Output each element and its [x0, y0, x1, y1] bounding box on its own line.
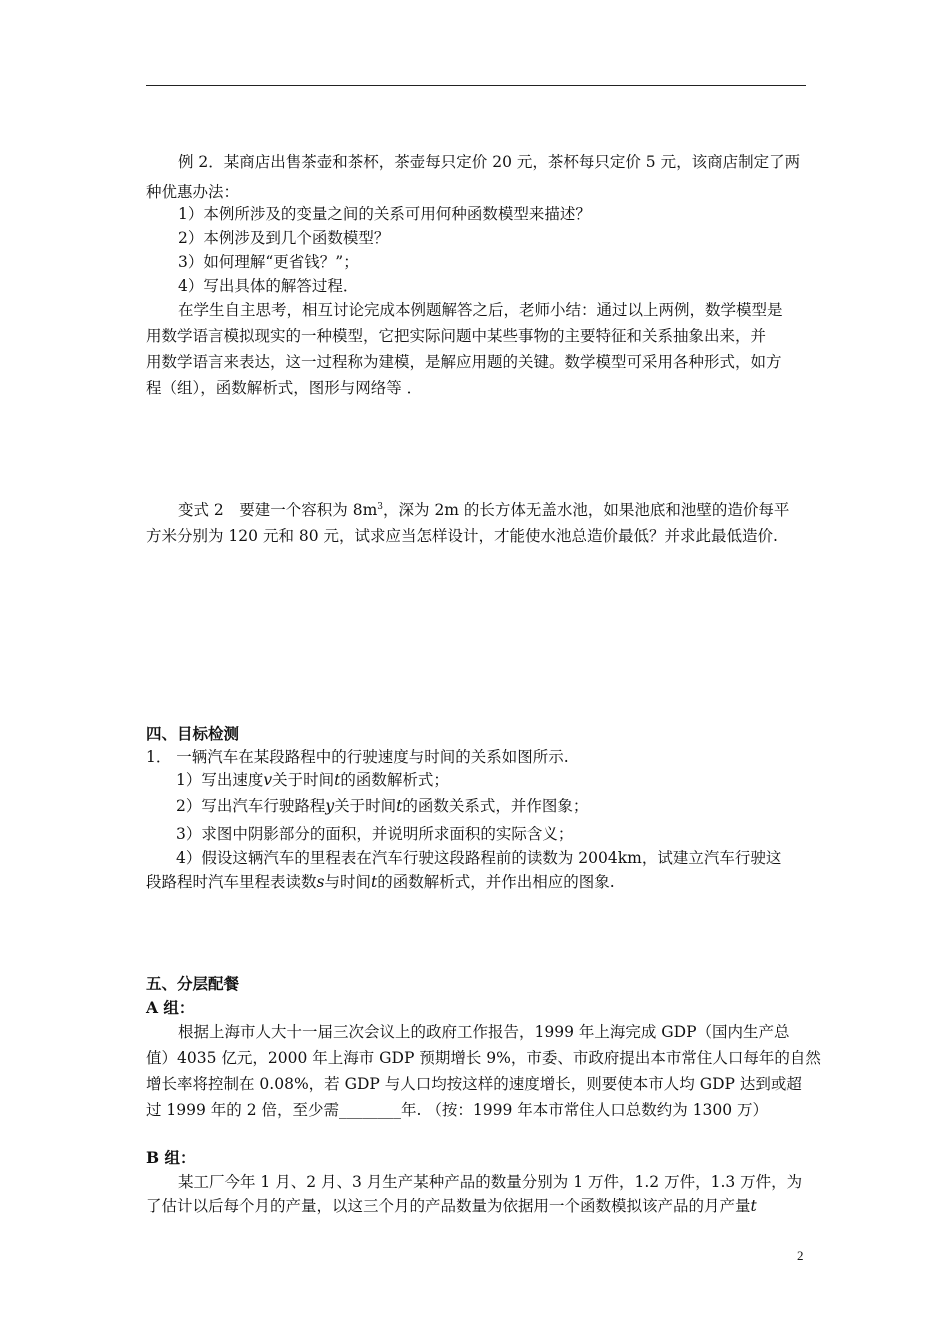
- group-b-line2: 了估计以后每个月的产量，以这三个月的产品数量为依据用一个函数模拟该产品的月产量t: [146, 1197, 757, 1215]
- example2-line2: 种优惠办法：: [146, 183, 240, 201]
- header-rule: [146, 85, 806, 86]
- summary-line1: 在学生自主思考，相互讨论完成本例题解答之后，老师小结：通过以上两例，数学模型是: [178, 301, 783, 319]
- variant2-text-a: 变式 2 要建一个容积为 8m: [178, 501, 378, 520]
- var-t: t: [750, 1197, 757, 1215]
- var-v: v: [263, 771, 273, 789]
- problem1-item1: 1）写出速度v关于时间t的函数解析式；: [176, 771, 449, 789]
- group-a-line3: 增长率将控制在 0.08%，若 GDP 与人口均按这样的速度增长，则要使本市人均 GDP 达到或超: [146, 1075, 802, 1093]
- cubic-superscript: 3: [377, 502, 384, 512]
- example2-line1: 例 2．某商店出售茶壶和茶杯，茶壶每只定价 20 元，茶杯每只定价 5 元，该商店制定了两: [178, 153, 801, 171]
- group-a-line2: 值）4035 亿元，2000 年上海市 GDP 预期增长 9%，市委、市政府提出本市常住人口每年的自然: [146, 1049, 821, 1067]
- group-a-line1: 根据上海市人大十一届三次会议上的政府工作报告，1999 年上海完成 GDP（国内生产总: [178, 1023, 790, 1041]
- group-a-label: A 组：: [146, 998, 195, 1017]
- group-a-line4: 过 1999 年的 2 倍，至少需________年. （按：1999 年本市常住人口总数约为 1300 万）: [146, 1101, 769, 1119]
- section4-heading: 四、目标检测: [146, 724, 240, 743]
- problem1-item4-line2: 段路程时汽车里程表读数s与时间t的函数解析式，并作出相应的图象.: [146, 873, 615, 891]
- example2-question-3: 3）如何理解“更省钱？”；: [178, 253, 359, 271]
- var-y: y: [325, 797, 335, 815]
- var-s: s: [316, 873, 325, 891]
- variant2-line1: [178, 497, 811, 520]
- page-number: 2: [797, 1248, 804, 1263]
- group-b-label: B 组：: [146, 1148, 196, 1167]
- example2-question-2: 2）本例涉及到几个函数模型？: [178, 229, 390, 247]
- problem1-item2: 2）写出汽车行驶路程y关于时间t的函数关系式，并作图象；: [176, 797, 589, 815]
- summary-line3: 用数学语言来表达，这一过程称为建模，是解应用题的关键。数学模型可采用各种形式，如方: [146, 353, 782, 371]
- var-t: t: [334, 771, 341, 789]
- var-t: t: [396, 797, 403, 815]
- problem1-item3: 3）求图中阴影部分的面积，并说明所求面积的实际含义；: [176, 825, 574, 843]
- example2-question-1: 1）本例所涉及的变量之间的关系可用何种函数模型来描述？: [178, 205, 591, 223]
- group-b-line1: 某工厂今年 1 月、2 月、3 月生产某种产品的数量分别为 1 万件，1.2 万件，1.3 万件，为: [178, 1173, 803, 1191]
- variant2-line2: 方米分别为 120 元和 80 元，试求应当怎样设计，才能使水池总造价最低？并求此最低造价.: [146, 527, 778, 545]
- summary-line2: 用数学语言模拟现实的一种模型，它把实际问题中某些事物的主要特征和关系抽象出来，并: [146, 327, 767, 345]
- section5-heading: 五、分层配餐: [146, 974, 240, 993]
- var-t: t: [371, 873, 378, 891]
- summary-line4: 程（组），函数解析式，图形与网络等 ．: [146, 379, 423, 397]
- variant2-text-b: ，深为 2m 的长方体无盖水池，如果池底和池壁的造价每平: [383, 501, 790, 520]
- problem1-item4-line1: 4）假设这辆汽车的里程表在汽车行驶这段路程前的读数为 2004km，试建立汽车行驶这: [176, 849, 782, 867]
- problem1-stem: 1． 一辆汽车在某段路程中的行驶速度与时间的关系如图所示.: [146, 748, 569, 766]
- example2-question-4: 4）写出具体的解答过程．: [178, 277, 359, 295]
